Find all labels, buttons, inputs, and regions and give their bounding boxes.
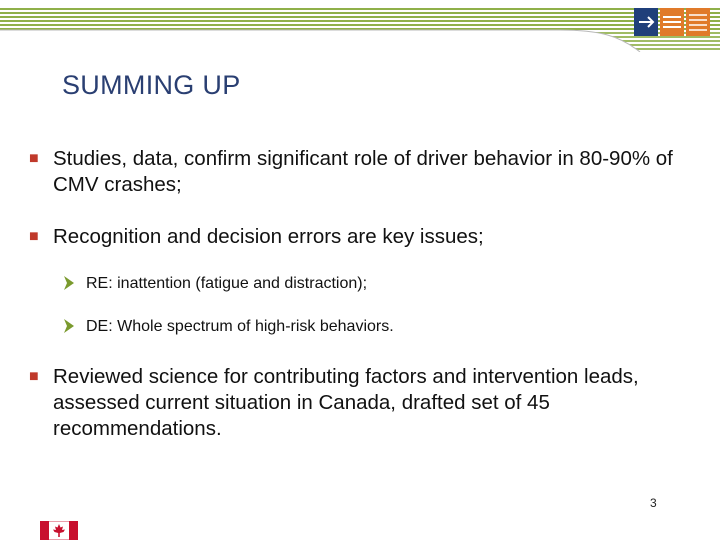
sub-bullet-item (86, 274, 367, 294)
bullet-text: Reviewed science for contributing factors and intervention leads, assessed current situation in Canada, drafted set of 45 recommendations. (53, 365, 639, 440)
bullet-item (29, 364, 693, 442)
square-bullet-icon: ■ (29, 368, 39, 385)
slide-title: SUMMING UP (62, 70, 241, 100)
header-stripes (0, 8, 720, 52)
page-number: 3 (650, 496, 657, 510)
square-bullet-icon: ■ (29, 150, 39, 167)
bullet-item (29, 224, 693, 250)
arrow-bullet-icon (62, 275, 76, 291)
bullet-item (29, 146, 693, 198)
bullet-text: Studies, data, confirm significant role of driver behavior in 80-90% of CMV crashes; (53, 147, 673, 196)
bullet-text: Recognition and decision errors are key issues; (53, 225, 484, 248)
sub-bullet-text: RE: inattention (fatigue and distraction); (86, 275, 368, 292)
header-band (0, 8, 720, 52)
sub-bullet-item (86, 317, 394, 337)
transport-modes-logo (634, 8, 710, 36)
arrow-bullet-icon (62, 318, 76, 334)
square-bullet-icon: ■ (29, 228, 39, 245)
canada-flag-icon (40, 521, 78, 540)
sub-bullet-text: DE: Whole spectrum of high-risk behaviors. (86, 318, 394, 335)
